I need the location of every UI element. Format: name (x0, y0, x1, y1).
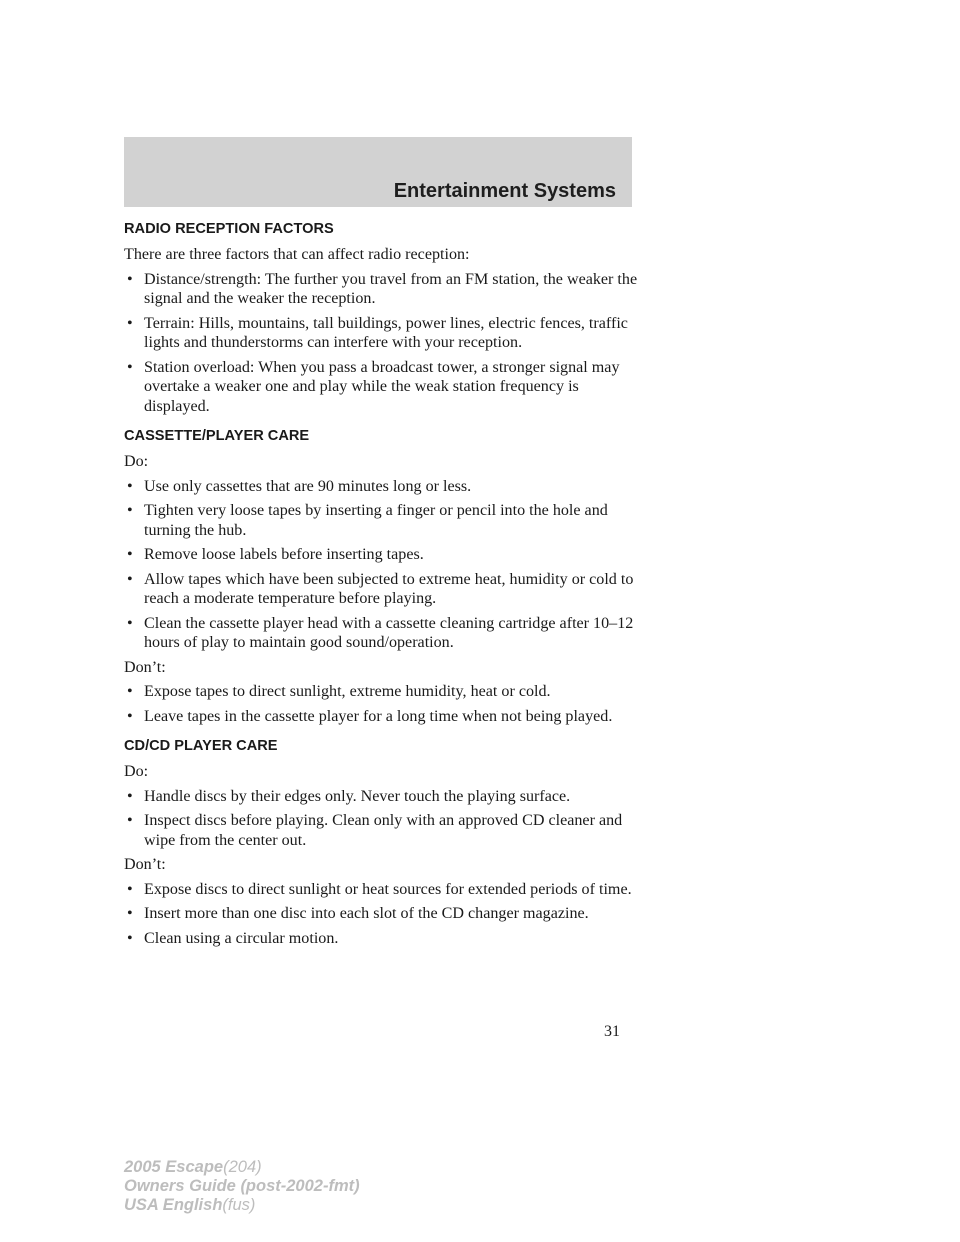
list-item-text: Handle discs by their edges only. Never touch the playing surface. (144, 787, 571, 805)
list-item-text: Remove loose labels before inserting tapes. (144, 546, 424, 563)
bullet-icon: • (127, 614, 133, 632)
bullet-icon: • (127, 570, 133, 588)
cd-do-list (124, 787, 640, 851)
footer-model: 2005 Escape (124, 1158, 224, 1176)
cd-do-label: Do: (124, 763, 149, 780)
bullet-icon: • (127, 707, 133, 725)
footer-guide: Owners Guide (post-2002-fmt) (124, 1177, 360, 1195)
footer-line-language (124, 1196, 360, 1215)
cd-care-heading: CD/CD PLAYER CARE (124, 738, 278, 754)
bullet-icon: • (127, 314, 133, 332)
cassette-do-list (124, 477, 640, 653)
list-item (124, 545, 640, 565)
footer-edition-info (124, 1158, 360, 1215)
list-item-text: Terrain: Hills, mountains, tall buildings, power lines, electric fences, traffic lights and thunderstorms can interfere with your reception. (144, 314, 628, 351)
footer-model-code: (204) (223, 1158, 262, 1176)
bullet-icon: • (127, 812, 133, 829)
list-item-text: Clean using a circular motion. (144, 929, 339, 947)
header-title: Entertainment Systems (393, 180, 616, 202)
list-item (124, 501, 640, 540)
page-number: 31 (604, 1023, 620, 1040)
list-item-text: Use only cassettes that are 90 minutes long or less. (144, 477, 472, 495)
footer-language-code: (fus) (222, 1196, 256, 1214)
list-item (124, 270, 640, 309)
list-item (124, 314, 640, 353)
list-item-text: Tighten very loose tapes by inserting a finger or pencil into the hole and turning the hub. (144, 502, 608, 539)
radio-factors-list (124, 270, 640, 417)
footer-line-model (124, 1158, 360, 1177)
list-item (124, 811, 640, 850)
bullet-icon: • (127, 905, 133, 922)
list-item (124, 707, 640, 727)
bullet-icon: • (127, 683, 133, 700)
list-item (124, 904, 640, 924)
list-item (124, 929, 640, 949)
list-item-text: Leave tapes in the cassette player for a long time when not being played. (144, 707, 613, 725)
cassette-dont-label: Don’t: (124, 658, 166, 676)
cd-dont-list (124, 880, 640, 949)
list-item (124, 614, 640, 653)
cassette-care-heading: CASSETTE/PLAYER CARE (124, 428, 310, 444)
list-item (124, 682, 640, 702)
bullet-icon: • (127, 477, 133, 495)
radio-intro: There are three factors that can affect radio reception: (124, 246, 470, 263)
list-item (124, 477, 640, 497)
list-item-text: Insert more than one disc into each slot of the CD changer magazine. (144, 905, 589, 922)
bullet-icon: • (127, 546, 133, 563)
bullet-icon: • (127, 929, 133, 947)
bullet-icon: • (127, 880, 133, 898)
list-item-text: Expose discs to direct sunlight or heat sources for extended periods of time. (144, 880, 632, 898)
cd-dont-label: Don’t: (124, 856, 166, 873)
cassette-dont-list (124, 682, 640, 726)
list-item-text: Station overload: When you pass a broadcast tower, a stronger signal may overtake a weaker one and play while the weak station frequency is displayed. (144, 358, 620, 415)
list-item (124, 358, 640, 417)
bullet-icon: • (127, 787, 133, 805)
footer-language: USA English (124, 1196, 223, 1214)
radio-reception-heading: RADIO RECEPTION FACTORS (124, 221, 334, 237)
page-content (124, 220, 640, 953)
list-item (124, 880, 640, 900)
list-item-text: Distance/strength: The further you travel from an FM station, the weaker the signal and the weaker the reception. (144, 270, 638, 307)
list-item-text: Expose tapes to direct sunlight, extreme humidity, heat or cold. (144, 683, 551, 700)
bullet-icon: • (127, 270, 133, 288)
list-item-text: Inspect discs before playing. Clean only with an approved CD cleaner and wipe from the center out. (144, 812, 623, 849)
bullet-icon: • (127, 502, 133, 519)
cassette-do-label: Do: (124, 453, 149, 470)
list-item (124, 570, 640, 609)
list-item-text: Allow tapes which have been subjected to extreme heat, humidity or cold to reach a moderate temperature before playing. (144, 570, 634, 607)
list-item (124, 787, 640, 807)
header-band (124, 137, 632, 207)
list-item-text: Clean the cassette player head with a cassette cleaning cartridge after 10–12 hours of play to maintain good sound/operation. (144, 614, 634, 651)
bullet-icon: • (127, 358, 133, 376)
